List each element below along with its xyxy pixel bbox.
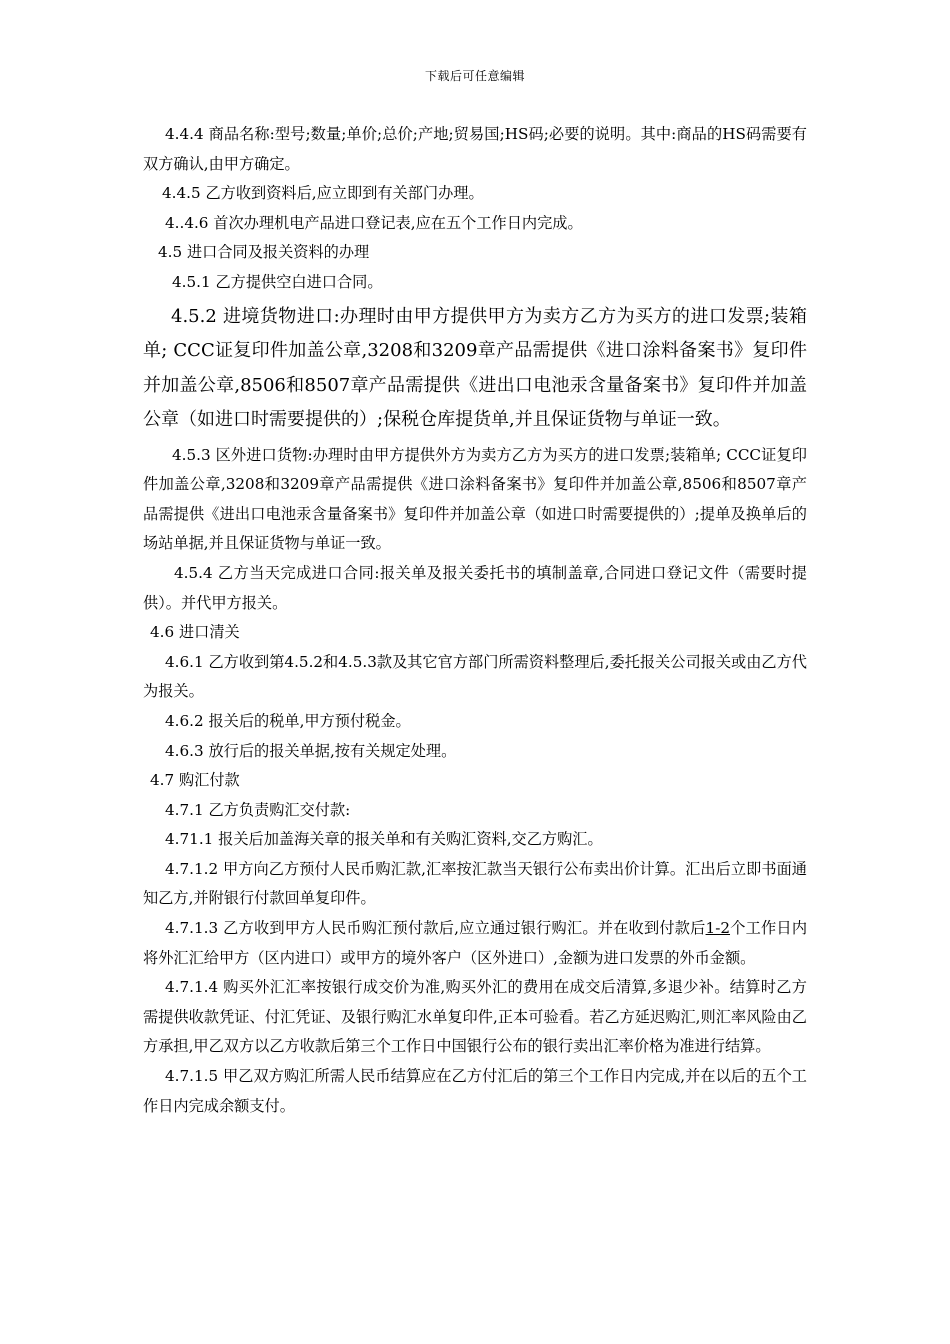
paragraph [143, 737, 807, 767]
paragraph-text: 4.5.1 乙方提供空白进口合同。 [172, 272, 383, 291]
paragraph [143, 973, 807, 1062]
paragraph [143, 238, 807, 268]
paragraph-text: 4.6 进口清关 [150, 623, 240, 642]
paragraph-text: 4.7.1 乙方负责购汇交付款: [165, 800, 351, 819]
paragraph-text: 4.5.3 区外进口货物:办理时由甲方提供外方为卖方乙方为买方的进口发票;装箱单; CCC证复印件加盖公章,3208和3209章产品需提供《进口涂料备案书》复印件并加盖公章,8506和8507章产品需提供《进出口电池汞含量备案书》复印件并加盖公章（如进口时需要提供的）;提单及换单后的场站单据,并且保证货物与单证一致。 [143, 445, 807, 553]
paragraph-text: 4.71.1 报关后加盖海关章的报关单和有关购汇资料,交乙方购汇。 [165, 830, 603, 849]
paragraph [143, 796, 807, 826]
paragraph-text: 4.4.4 商品名称:型号;数量;单价;总价;产地;贸易国;HS码;必要的说明。其中:商品的HS码需要有双方确认,由甲方确定。 [143, 125, 807, 173]
paragraph [143, 914, 807, 973]
paragraph [143, 1062, 807, 1121]
underlined-text: 1-2 [705, 919, 731, 938]
paragraph-text: 个工作日内将外汇汇给甲方（区内进口）或甲方的境外客户（区外进口）,金额为进口发票的外币金额。 [143, 919, 808, 967]
paragraph [143, 209, 807, 239]
paragraph [143, 618, 807, 648]
paragraph [143, 179, 807, 209]
paragraph-text: 4.5.2 进境货物进口:办理时由甲方提供甲方为卖方乙方为买方的进口发票;装箱单; CCC证复印件加盖公章,3208和3209章产品需提供《进口涂料备案书》复印件并加盖公章,8506和8507章产品需提供《进出口电池汞含量备案书》复印件并加盖公章（如进口时需要提供的）;保税仓库提货单,并且保证货物与单证一致。 [143, 305, 807, 431]
paragraph [143, 268, 807, 298]
paragraph-text: 4.6.3 放行后的报关单据,按有关规定处理。 [165, 741, 457, 760]
paragraph-text: 4.7.1.4 购买外汇汇率按银行成交价为准,购买外汇的费用在成交后清算,多退少补。结算时乙方需提供收款凭证、付汇凭证、及银行购汇水单复印件,正本可验看。若乙方延迟购汇,则汇率风险由乙方承担,甲乙双方以乙方收款后第三个工作日中国银行公布的银行卖出汇率价格为准进行结算。 [143, 978, 807, 1056]
paragraph [143, 300, 807, 438]
paragraph [143, 648, 807, 707]
paragraph-text: 4..4.6 首次办理机电产品进口登记表,应在五个工作日内完成。 [165, 213, 583, 232]
document-body [143, 120, 807, 1121]
paragraph [143, 707, 807, 737]
paragraph-text: 4.7.1.5 甲乙双方购汇所需人民币结算应在乙方付汇后的第三个工作日内完成,并在以后的五个工作日内完成余额支付。 [143, 1067, 807, 1115]
paragraph-text: 4.7 购汇付款 [150, 771, 240, 790]
paragraph-text: 4.5 进口合同及报关资料的办理 [158, 243, 370, 262]
paragraph [143, 766, 807, 796]
paragraph [143, 441, 807, 559]
paragraph [143, 559, 807, 618]
paragraph-text: 4.6.1 乙方收到第4.5.2和4.5.3款及其它官方部门所需资料整理后,委托报关公司报关或由乙方代为报关。 [143, 652, 807, 701]
paragraph-text: 4.5.4 乙方当天完成进口合同:报关单及报关委托书的填制盖章,合同进口登记文件（需要时提供）。并代甲方报关。 [143, 563, 807, 612]
paragraph [143, 120, 807, 179]
paragraph-text: 4.6.2 报关后的税单,甲方预付税金。 [165, 711, 411, 730]
paragraph-text: 4.4.5 乙方收到资料后,应立即到有关部门办理。 [162, 184, 484, 203]
paragraph-text: 4.7.1.2 甲方向乙方预付人民币购汇款,汇率按汇款当天银行公布卖出价计算。汇出后立即书面通知乙方,并附银行付款回单复印件。 [143, 859, 807, 908]
paragraph [143, 825, 807, 855]
paragraph [143, 855, 807, 914]
page-header: 下载后可任意编辑 [424, 69, 525, 83]
paragraph-text: 4.7.1.3 乙方收到甲方人民币购汇预付款后,应立通过银行购汇。并在收到付款后 [165, 919, 706, 938]
